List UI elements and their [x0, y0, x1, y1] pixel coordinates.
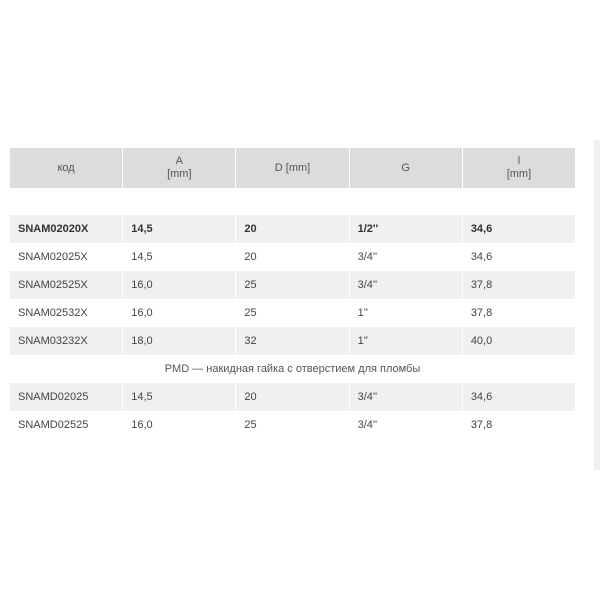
cell-code: SNAM03232X	[18, 335, 88, 347]
cell-l: 34,6	[462, 383, 575, 411]
header-unit: [mm]	[506, 168, 532, 180]
cell-a: 16,0	[122, 271, 235, 299]
cell-l: 37,8	[462, 411, 575, 439]
header-label: l	[517, 155, 521, 167]
cell-a: 14,5	[122, 383, 235, 411]
scrollbar-track	[594, 140, 600, 470]
column-header-g	[349, 148, 462, 188]
cell-code: SNAMD02025	[18, 391, 89, 403]
column-header-code	[10, 148, 122, 188]
table-row	[10, 299, 575, 327]
header-spacer	[10, 188, 575, 215]
cell-a: 18,0	[122, 327, 235, 355]
header-label: A	[175, 155, 183, 167]
cell-code: SNAM02532X	[18, 307, 88, 319]
header-unit: [mm]	[167, 168, 192, 180]
table-header	[10, 148, 575, 188]
cell-l: 34,6	[462, 243, 575, 271]
cell-g: 3/4''	[349, 411, 462, 439]
cell-d: 25	[235, 299, 348, 327]
cell-g: 1''	[349, 299, 462, 327]
header-label: G	[401, 161, 410, 174]
cell-l: 37,8	[462, 271, 575, 299]
table-row	[10, 243, 575, 271]
column-header-a	[122, 148, 235, 188]
header-label: D [mm]	[274, 161, 311, 174]
cell-a: 14,5	[122, 243, 235, 271]
cell-code: SNAMD02525	[18, 419, 89, 431]
cell-g: 1/2''	[349, 215, 462, 243]
table-row	[10, 271, 575, 299]
table-row	[10, 327, 575, 355]
cell-d: 25	[235, 411, 348, 439]
cell-g: 1''	[349, 327, 462, 355]
cell-a: 16,0	[122, 411, 235, 439]
cell-g: 3/4''	[349, 243, 462, 271]
cell-g: 3/4''	[349, 271, 462, 299]
cell-l: 37,8	[462, 299, 575, 327]
cell-d: 25	[235, 271, 348, 299]
table-row	[10, 411, 575, 439]
cell-d: 20	[235, 215, 348, 243]
cell-code: SNAM02525X	[18, 279, 88, 291]
cell-l: 40,0	[462, 327, 575, 355]
cell-d: 20	[235, 383, 348, 411]
cell-g: 3/4''	[349, 383, 462, 411]
cell-d: 20	[235, 243, 348, 271]
cell-a: 14,5	[122, 215, 235, 243]
cell-l: 34,6	[462, 215, 575, 243]
column-header-d	[235, 148, 348, 188]
cell-d: 32	[235, 327, 348, 355]
column-header-l	[462, 148, 575, 188]
table-row	[10, 383, 575, 411]
cell-code: SNAM02020X	[18, 223, 89, 235]
cell-code: SNAM02025X	[18, 251, 88, 263]
table-row	[10, 215, 575, 243]
table-note: PMD — накидная гайка с отверстием для пломбы	[164, 363, 421, 375]
header-label: код	[57, 161, 75, 174]
cell-a: 16,0	[122, 299, 235, 327]
product-table	[10, 148, 575, 439]
